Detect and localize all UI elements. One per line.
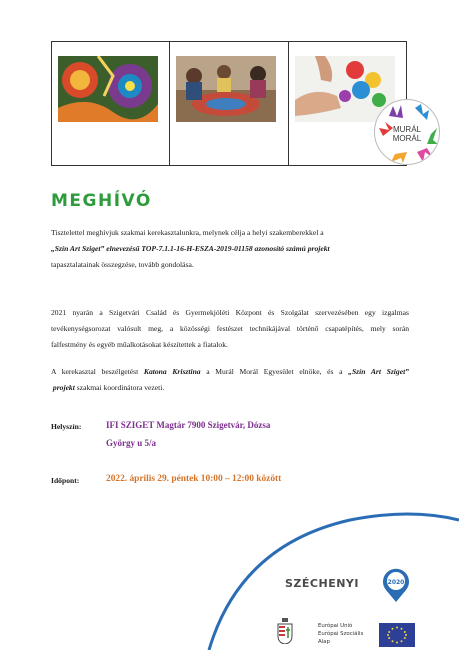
workshop-photo — [176, 56, 276, 122]
page-title: MEGHÍVÓ — [51, 191, 152, 211]
badge-year: 2020 — [387, 579, 405, 586]
moderator-text-c: szakmai koordinátora vezeti. — [76, 382, 165, 392]
description-line-2: tevékenységsorozat valósult meg, a közösségi festészet technikájával történő csapatépítés, mely során — [51, 323, 409, 333]
moderator-line-2 — [51, 380, 409, 396]
description-line-3: falfestmény és egyéb műalkotásokat készítettek a fiatalok. — [51, 339, 228, 349]
moderator-paragraph — [51, 364, 409, 396]
eu-line-3: Alap — [318, 639, 330, 645]
photo-cell-2 — [170, 42, 288, 165]
project-word: projekt — [52, 382, 75, 392]
eu-flag-icon — [379, 623, 415, 647]
mural-moral-logo — [374, 99, 440, 165]
logo-line-2: MORÁL — [392, 134, 422, 143]
moderator-text-a: A kerekasztal beszélgetést — [51, 367, 139, 376]
photo-cell-1 — [52, 42, 170, 165]
eu-line-1: Európai Unió — [318, 623, 353, 629]
hungarian-crest-icon — [277, 618, 293, 644]
logo-line-1: MURÁL — [392, 125, 422, 134]
time-label: Időpont: — [51, 476, 80, 485]
description-line-1: 2021 nyarán a Szigetvári Család és Gyermekjóléti Központ és Szolgálat szervezésében egy izgalmas — [51, 308, 409, 317]
szechenyi-2020-badge — [382, 568, 410, 602]
time-value: 2022. április 29. péntek 10:00 – 12:00 között — [106, 474, 282, 484]
project-name: „Szín Art Sziget” — [348, 367, 409, 376]
szechenyi-label: SZÉCHENYI — [285, 577, 359, 590]
photo-table — [51, 41, 407, 166]
venue-line-2: György u 5/a — [106, 438, 157, 448]
speaker-name: Katona Krisztina — [143, 367, 201, 376]
eu-text — [318, 622, 363, 646]
intro-project-title: „Szín Art Sziget” elnevezésű TOP-7.1.1-16-H-ESZA-2019-01158 azonosító számú projekt — [51, 243, 330, 253]
intro-paragraph — [51, 225, 409, 272]
intro-line-3: tapasztalatainak összegzése, tovább gondolása. — [51, 259, 194, 269]
intro-line-1: Tisztelettel meghívjuk szakmai kerekasztalunkra, melynek célja a helyi szakemberekkel a — [51, 228, 324, 237]
venue-label: Helyszín: — [51, 422, 82, 431]
moderator-text-b: a Murál Morál Egyesület elnöke, és a — [206, 367, 343, 376]
venue-line-1: IFI SZIGET Magtár 7900 Szigetvár, Dózsa — [106, 420, 271, 430]
description-paragraph — [51, 305, 409, 352]
moderator-line-1 — [51, 364, 409, 380]
mural-photo — [58, 56, 158, 122]
eu-line-2: Európai Szociális — [318, 631, 364, 637]
